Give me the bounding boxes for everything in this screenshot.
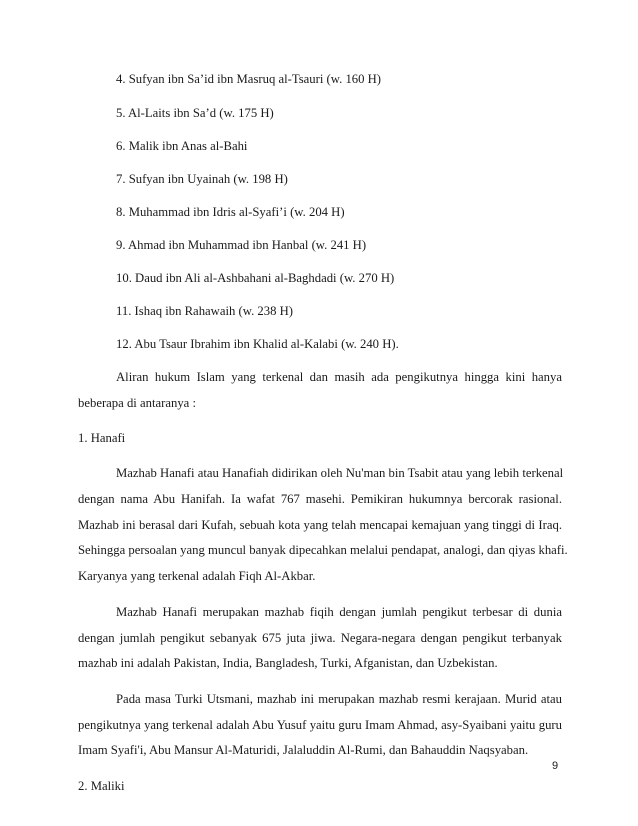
list-item: 5. Al-Laits ibn Sa’d (w. 175 H) [116,106,274,120]
paragraph-line: Pada masa Turki Utsmani, mazhab ini merupakan mazhab resmi kerajaan. Murid atau [116,692,562,706]
paragraph-line: Imam Syafi'i, Abu Mansur Al-Maturidi, Jalaluddin Al-Rumi, dan Bahauddin Naqsyaban. [78,743,529,757]
list-item: 12. Abu Tsaur Ibrahim ibn Khalid al-Kalabi (w. 240 H). [116,337,399,351]
intro-line: beberapa di antaranya : [78,396,196,410]
page-number: 9 [552,760,559,772]
list-item: 4. Sufyan ibn Sa’id ibn Masruq al-Tsauri (w. 160 H) [116,72,382,86]
paragraph-line: Karyanya yang terkenal adalah Fiqh Al-Akbar. [78,569,316,583]
list-item: 10. Daud ibn Ali al-Ashbahani al-Baghdadi (w. 270 H) [116,271,395,285]
paragraph-line: Mazhab Hanafi merupakan mazhab fiqih dengan jumlah pengikut terbesar di dunia [116,605,562,619]
list-item: 6. Malik ibn Anas al-Bahi [116,139,248,153]
list-item: 7. Sufyan ibn Uyainah (w. 198 H) [116,172,288,186]
paragraph-line: pengikutnya yang terkenal adalah Abu Yusuf yaitu guru Imam Ahmad, asy-Syaibani yaitu guru [78,718,562,732]
list-item: 9. Ahmad ibn Muhammad ibn Hanbal (w. 241 H) [116,238,367,252]
list-item: 8. Muhammad ibn Idris al-Syafi’i (w. 204 H) [116,205,345,219]
paragraph-line: Sehingga persoalan yang muncul banyak dipecahkan melalui pendapat, analogi, dan qiyas khafi. [78,543,568,557]
intro-line: Aliran hukum Islam yang terkenal dan masih ada pengikutnya hingga kini hanya [116,370,562,384]
paragraph-line: Mazhab ini berasal dari Kufah, sebuah kota yang telah mencapai kemajuan yang tinggi di Iraq. [78,518,562,532]
section-heading-maliki: 2. Maliki [78,779,125,793]
list-item: 11. Ishaq ibn Rahawaih (w. 238 H) [116,304,293,318]
paragraph-line: dengan nama Abu Hanifah. Ia wafat 767 masehi. Pemikiran hukumnya bercorak rasional. [78,492,562,506]
paragraph-line: mazhab ini adalah Pakistan, India, Bangladesh, Turki, Afganistan, dan Uzbekistan. [78,656,498,670]
paragraph-line: dengan jumlah pengikut sebanyak 675 juta jiwa. Negara-negara dengan pengikut terbanyak [78,631,562,645]
section-heading-hanafi: 1. Hanafi [78,431,126,445]
paragraph-line: Mazhab Hanafi atau Hanafiah didirikan oleh Nu'man bin Tsabit atau yang lebih terkenal [116,466,564,480]
